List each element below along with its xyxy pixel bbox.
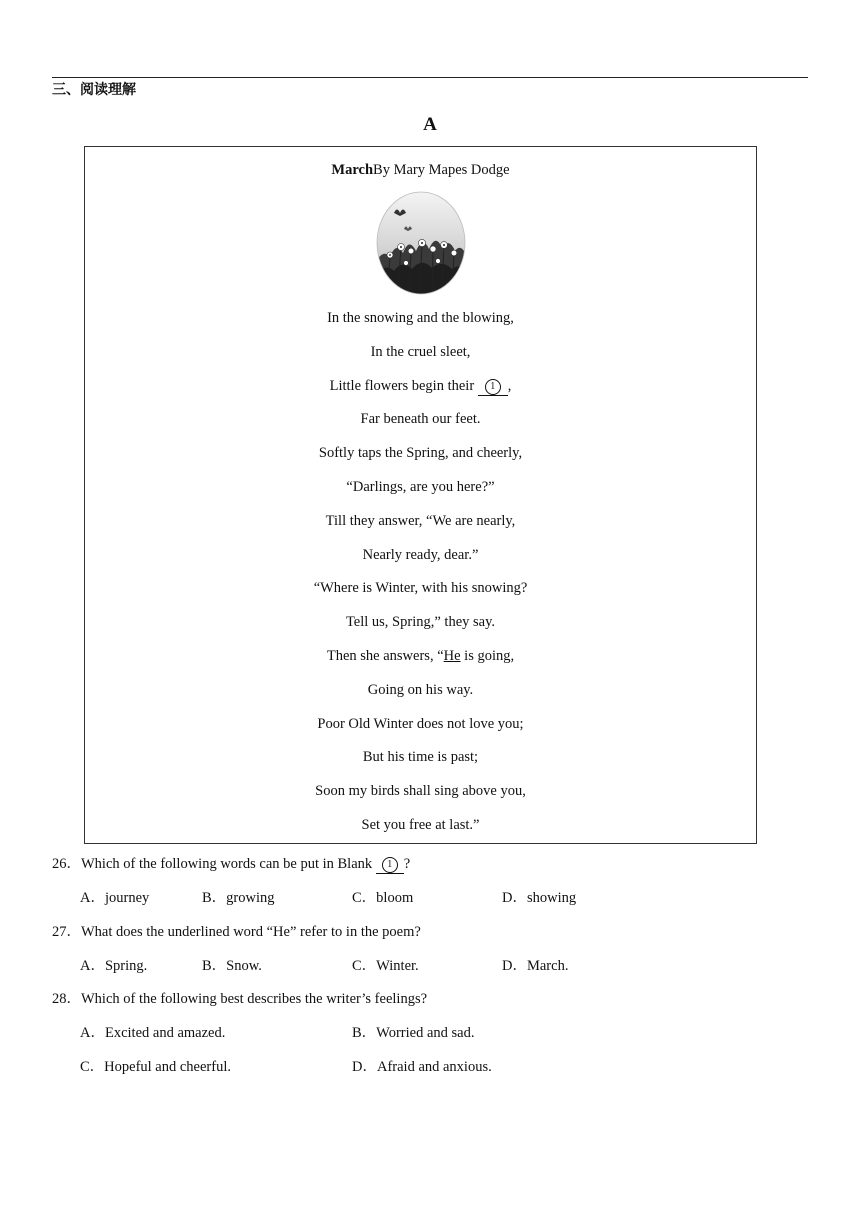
- blank-reference: [376, 856, 404, 874]
- poem-line: “Where is Winter, with his snowing?: [313, 580, 528, 597]
- question-number: 26．: [52, 856, 81, 872]
- poem-title: [85, 161, 756, 179]
- question-text: Which of the following words can be put in Blank: [81, 856, 376, 872]
- poem-line: Poor Old Winter does not love you;: [317, 715, 524, 732]
- option-27-d[interactable]: D．March.: [502, 958, 569, 974]
- option-26-c[interactable]: C．bloom: [352, 890, 414, 906]
- option-26-d[interactable]: D．showing: [502, 890, 577, 906]
- poem-line: “Darlings, are you here?”: [346, 478, 495, 495]
- spring-flowers-illustration-icon: [376, 191, 466, 295]
- question-text-end: ?: [403, 856, 411, 872]
- poem-line: But his time is past;: [362, 749, 479, 766]
- poem-line: Tell us, Spring,” they say.: [345, 614, 496, 631]
- question-27: [52, 922, 421, 942]
- poem-line-text: Little flowers begin their: [329, 377, 478, 394]
- section-heading: 三、阅读理解: [52, 82, 136, 98]
- blank-number: 1: [382, 857, 398, 873]
- poem-line: Far beneath our feet.: [360, 411, 481, 428]
- option-28-a[interactable]: A．Excited and amazed.: [80, 1025, 226, 1041]
- option-28-d[interactable]: D．Afraid and anxious.: [352, 1059, 492, 1075]
- option-28-c[interactable]: C．Hopeful and cheerful.: [80, 1059, 231, 1075]
- poem-line: [85, 645, 756, 679]
- poem-line: Soon my birds shall sing above you,: [315, 783, 526, 800]
- poem-title-main: March: [331, 162, 374, 178]
- question-number: 28．: [52, 991, 81, 1007]
- poem-line: In the cruel sleet,: [370, 343, 471, 360]
- question-26: [52, 854, 410, 874]
- poem-line-end: ,: [507, 377, 512, 394]
- poem-author: By Mary Mapes Dodge: [373, 162, 510, 178]
- poem-line: In the snowing and the blowing,: [327, 310, 514, 326]
- poem-line-text: Then she answers, “: [326, 647, 444, 664]
- question-28: [52, 989, 427, 1009]
- poem-line: [85, 375, 756, 409]
- option-26-b[interactable]: B．growing: [202, 890, 275, 906]
- poem-box: [84, 146, 757, 844]
- blank-number: 1: [485, 379, 501, 395]
- option-27-b[interactable]: B．Snow.: [202, 958, 262, 974]
- question-text: What does the underlined word “He” refer to in the poem?: [81, 924, 421, 940]
- option-27-c[interactable]: C．Winter.: [352, 958, 419, 974]
- option-27-a[interactable]: A．Spring.: [80, 958, 148, 974]
- poem-line: Set you free at last.”: [361, 816, 480, 833]
- blank-1: [478, 378, 508, 396]
- underlined-word: He: [443, 647, 461, 664]
- poem-line-rest: is going,: [460, 647, 515, 664]
- passage-label: A: [423, 114, 437, 135]
- question-text: Which of the following best describes the writer’s feelings?: [81, 991, 428, 1007]
- option-28-b[interactable]: B．Worried and sad.: [352, 1025, 475, 1041]
- poem-line: Softly taps the Spring, and cheerly,: [318, 445, 523, 462]
- poem-line: Till they answer, “We are nearly,: [325, 512, 516, 529]
- poem-lines: [85, 307, 756, 848]
- option-26-a[interactable]: A．journey: [80, 890, 150, 906]
- header-rule: [52, 77, 808, 78]
- poem-line: Nearly ready, dear.”: [362, 546, 479, 563]
- question-number: 27．: [52, 924, 81, 940]
- poem-line: Going on his way.: [367, 681, 474, 698]
